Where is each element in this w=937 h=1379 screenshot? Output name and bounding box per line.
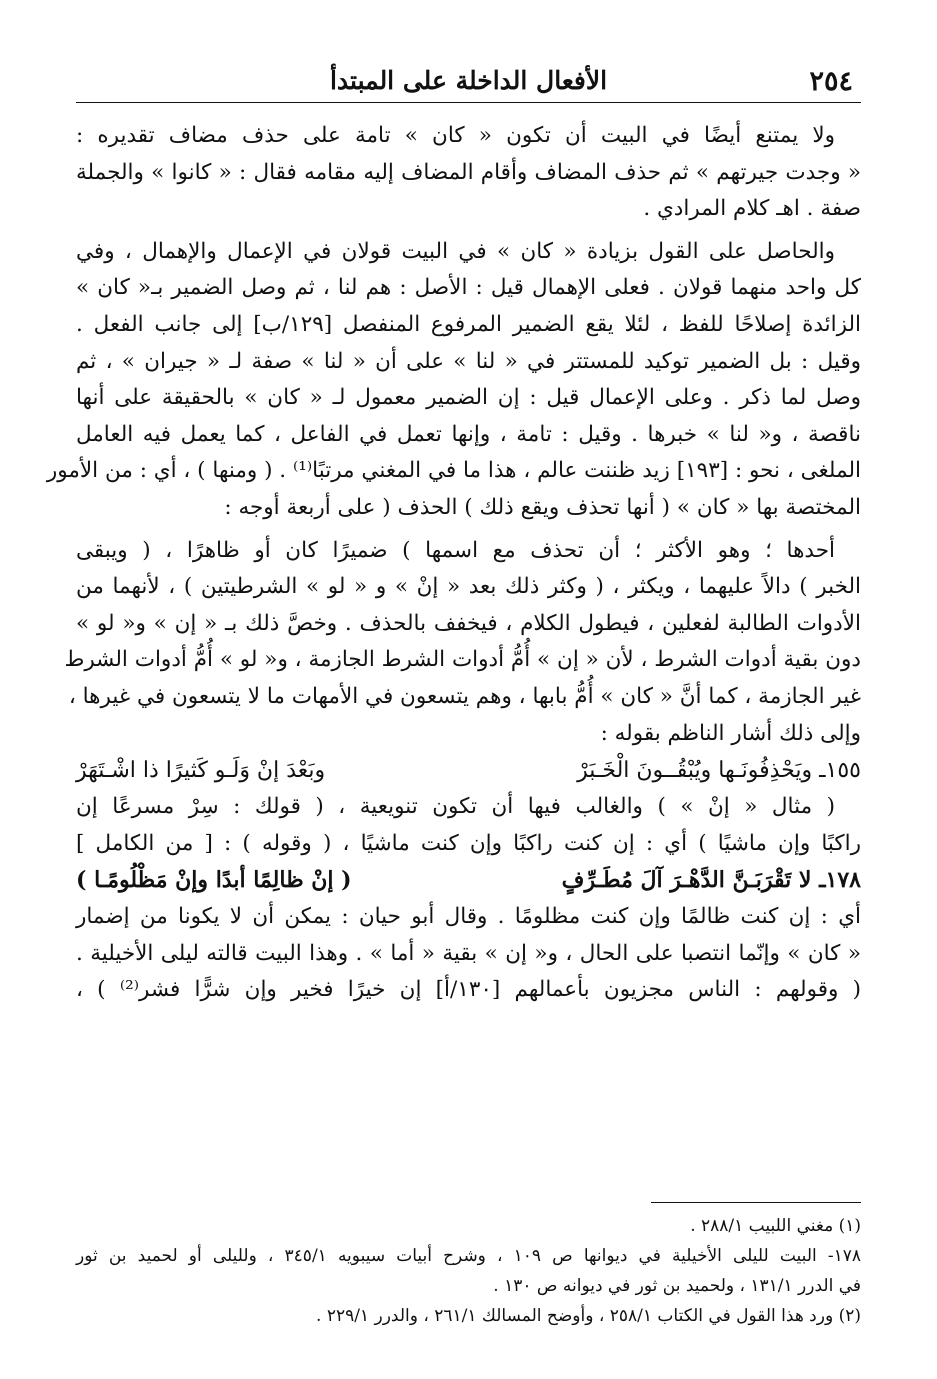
verse-second-hemistich: ( إنْ ظالِمًا أبدًا وإنْ مَظْلُومًـا ) bbox=[76, 867, 352, 894]
verse-text: لا تَقْرَبَـنَّ الدَّهْـرَ آلَ مُطَـرِّفٍ bbox=[561, 867, 812, 894]
text-line: « وجدت جيرتهم » ثم حذف المضاف وأقام المضاف إليه مقامه فقال : « كانوا » والجملة bbox=[76, 159, 861, 185]
text-line: ناقصة ، و« لنا » خبرها . وقيل : تامة ، وإنها تعمل في الفاعل ، كما يعمل فيه العامل bbox=[76, 421, 861, 447]
text-line: والحاصل على القول بزيادة « كان » في البيت قولان في الإعمال والإهمال ، وفي bbox=[76, 238, 835, 264]
text-line: كل واحد منهما قولان . فعلى الإهمال قيل : الأصل : هم لنا ، ثم وصل الضمير بـ« كان » bbox=[76, 275, 861, 301]
verse-178 bbox=[76, 862, 861, 899]
text-line: الأدوات الطالبة لفعلين ، فيطول الكلام ، فيخفف بالحذف . وخصَّ ذلك بـ « إن » و« لو » bbox=[76, 610, 861, 636]
main-text bbox=[46, 118, 861, 1009]
text-line: صفة . اهـ كلام المرادي . bbox=[643, 196, 861, 222]
footnotes bbox=[76, 1202, 861, 1331]
footnote-rule bbox=[651, 1202, 861, 1203]
verse-second-hemistich: وبَعْدَ إنْ وَلَـو كَثيرًا ذا اشْـتَهَرْ bbox=[76, 758, 326, 784]
verse-number: ١٥٥ـ bbox=[819, 758, 861, 784]
verse-number: ١٧٨ـ bbox=[819, 867, 861, 894]
verse-first-hemistich bbox=[562, 862, 861, 899]
running-header bbox=[76, 62, 861, 103]
verse-first-hemistich bbox=[577, 752, 861, 789]
text-line: ولا يمتنع أيضًا في البيت أن تكون « كان » تامة على حذف مضاف تقديره : bbox=[76, 123, 835, 148]
text-line: أحدها ؛ وهو الأكثر ؛ أن تحذف مع اسمها ) ضميرًا كان أو ظاهرًا ، ( ويبقى bbox=[76, 537, 835, 563]
text-line: ( وقولهم : الناس مجزيون بأعمالهم [١٣٠/أ] إن خيرًا فخير وإن شرًّا فشر⁽²⁾ ) ، bbox=[76, 977, 861, 1003]
text-line: الخبر ) دالاً عليهما ، ويكثر ، ( وكثر ذلك بعد « إنْ » و « لو » الشرطيتين ) ، لأنهما من bbox=[76, 574, 861, 600]
text-line: الزائدة إصلاحًا للفظ ، لئلا يقع الضمير المرفوع المنفصل [١٢٩/ب] إلى جانب الفعل . bbox=[76, 311, 861, 337]
running-title: الأفعال الداخلة على المبتدأ bbox=[329, 66, 608, 95]
verse-text: ويَحْذِفُونَـها ويُبْقُــونَ الْخَـبَرْ bbox=[577, 758, 813, 784]
footnote: (٢) ورد هذا القول في الكتاب ٢٥٨/١ ، وأوضح المسالك ٢٦١/١ ، والدرر ٢٢٩/١ . bbox=[316, 1306, 861, 1326]
text-line: وإلى ذلك أشار الناظم بقوله : bbox=[600, 720, 861, 746]
text-line: ( مثال « إنْ » ) والغالب فيها أن تكون تنويعية ، ( قولك : سِرْ مسرعًا إن bbox=[76, 794, 835, 820]
text-line: أي : إن كنت ظالمًا وإن كنت مظلومًا . وقال أبو حيان : يمكن أن لا يكونا من إضمار bbox=[76, 904, 861, 930]
text-line: وصل لما ذكر . وعلى الإعمال قيل : إن الضمير معمول لـ « كان » بالحقيقة على أنها bbox=[76, 385, 861, 411]
text-line: المختصة بها « كان » ( أنها تحذف ويقع ذلك ) الحذف ( على أربعة أوجه : bbox=[224, 494, 861, 520]
text-line: الملغى ، نحو : [١٩٣] زيد ظننت عالم ، هذا ما في المغني مرتبًا⁽¹⁾ . ( ومنها ) ، أي : من الأمور bbox=[46, 458, 861, 484]
text-line: دون بقية أدوات الشرط ، لأن « إن » أُمُّ أدوات الشرط الجازمة ، و« لو » أُمُّ أدوات الشرط bbox=[64, 647, 861, 673]
page-number: ٢٥٤ bbox=[809, 66, 853, 97]
text-line: راكبًا وإن ماشيًا ) أي : إن كنت راكبًا وإن كنت ماشيًا ، ( وقوله ) : [ من الكامل ] bbox=[76, 830, 861, 856]
footnote: (١) مغني اللبيب ٢٨٨/١ . bbox=[690, 1216, 861, 1236]
text-line: وقيل : بل الضمير توكيد للمستتر في « لنا » على أن « لنا » صفة لـ « جيران » ، ثم bbox=[76, 348, 861, 374]
verse-155 bbox=[76, 752, 861, 789]
footnote: في الدرر ١٣١/١ ، ولحميد بن ثور في ديوانه ص ١٣٠ . bbox=[493, 1276, 861, 1296]
text-line: غير الجازمة ، كما أنَّ « كان » أُمُّ بابها ، وهم يتسعون في الأمهات ما لا يتسعون في غيرها ، bbox=[68, 683, 861, 709]
footnote: ١٧٨- البيت لليلى الأخيلية في ديوانها ص ١٠٩ ، وشرح أبيات سيبويه ٣٤٥/١ ، ولليلى أو لحميد بن ثور bbox=[76, 1246, 861, 1266]
text-line: « كان » وإنّما انتصبا على الحال ، و« إن » بقية « أما » . وهذا البيت قالته ليلى الأخيلية . bbox=[76, 940, 861, 966]
